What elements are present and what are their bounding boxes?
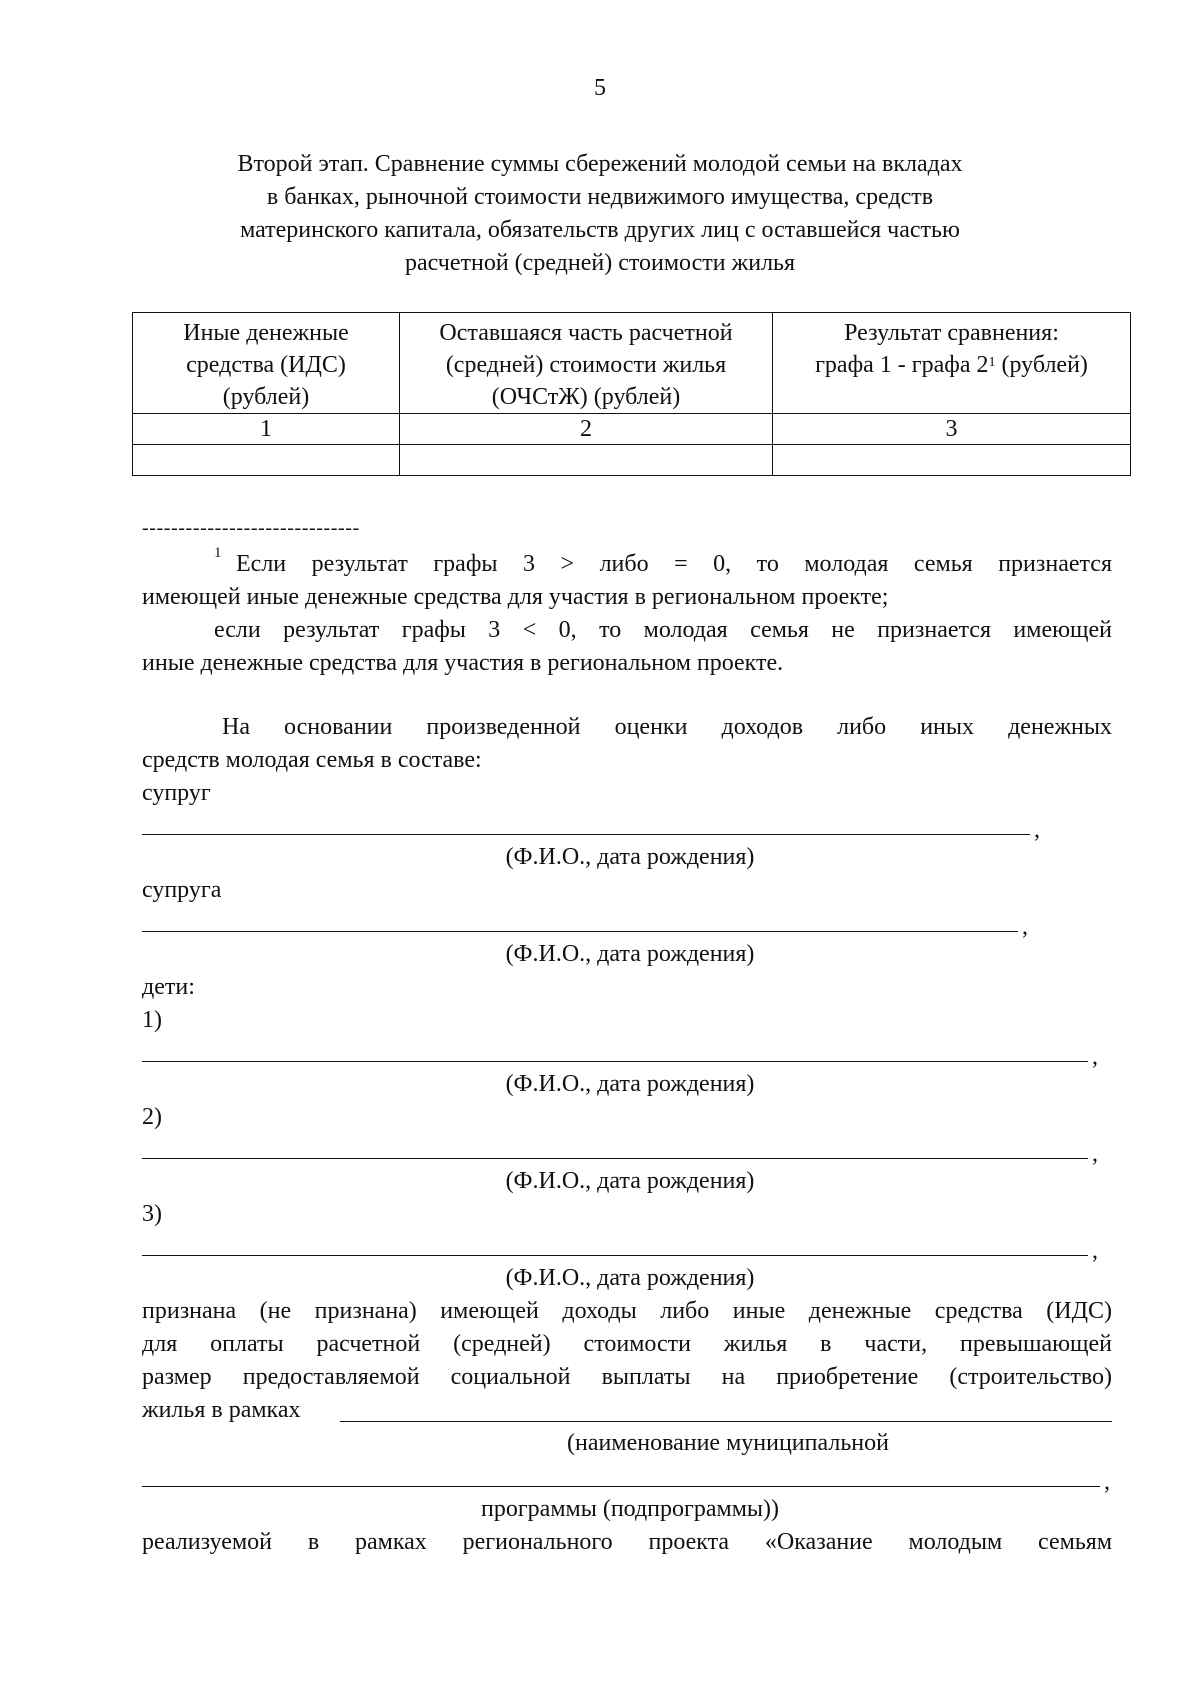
comma: , xyxy=(1034,817,1040,843)
fio-caption: (Ф.И.О., дата рождения) xyxy=(505,1071,755,1097)
heading-line-4: расчетной (средней) стоимости жилья xyxy=(404,250,796,276)
empty-cell xyxy=(773,445,1131,476)
header-cell-result xyxy=(773,313,1131,414)
child-number: 1) xyxy=(142,1007,162,1033)
fio-caption: (Ф.И.О., дата рождения) xyxy=(505,844,755,870)
column-number: 3 xyxy=(773,414,1131,445)
column-number: 2 xyxy=(400,414,773,445)
table-number-row xyxy=(133,414,1131,445)
spouse-f-fio-line[interactable] xyxy=(142,931,1018,932)
child-1-fio-line[interactable] xyxy=(142,1061,1088,1062)
header-text-with-footnote xyxy=(779,349,1124,381)
empty-cell xyxy=(400,445,773,476)
spouse-f-label: супруга xyxy=(142,877,222,903)
intro-line-1: На основании произведенной оценки доходов либо иных денежных xyxy=(222,714,1112,740)
municipal-caption: (наименование муниципальной xyxy=(567,1430,889,1456)
empty-cell xyxy=(133,445,400,476)
children-label: дети: xyxy=(142,974,195,1000)
footnote-line-4: иные денежные средства для участия в региональном проекте. xyxy=(142,650,784,676)
conclusion-line-1: признана (не признана) имеющей доходы либо иные денежные средства (ИДС) xyxy=(142,1298,1112,1324)
header-text: графа 1 - графа 2 xyxy=(815,352,989,378)
header-text: Результат сравнения: xyxy=(844,320,1059,346)
page-number: 5 xyxy=(594,75,606,101)
comma: , xyxy=(1022,914,1028,940)
child-2-fio-line[interactable] xyxy=(142,1158,1088,1159)
conclusion-line-4: жилья в рамках xyxy=(142,1397,301,1423)
heading-line-2: в банках, рыночной стоимости недвижимого имущества, средств xyxy=(266,184,934,210)
fio-caption: (Ф.И.О., дата рождения) xyxy=(505,1168,755,1194)
spouse-m-label: супруг xyxy=(142,780,211,806)
conclusion-line-2: для оплаты расчетной (средней) стоимости жилья в части, превышающей xyxy=(142,1331,1112,1357)
comma: , xyxy=(1092,1238,1098,1264)
footnote-reference: 1 xyxy=(988,355,996,370)
comma: , xyxy=(1092,1044,1098,1070)
fio-caption: (Ф.И.О., дата рождения) xyxy=(505,1265,755,1291)
column-number: 1 xyxy=(133,414,400,445)
final-line: реализуемой в рамках регионального проекта «Оказание молодым семьям xyxy=(142,1529,1112,1555)
spouse-m-fio-line[interactable] xyxy=(142,834,1030,835)
municipal-program-line[interactable] xyxy=(340,1421,1112,1422)
header-text: (рублей) xyxy=(1001,352,1088,378)
header-text: (рублей) xyxy=(222,384,310,410)
header-cell-ochstzh xyxy=(400,313,773,414)
header-text: Иные денежные xyxy=(183,320,349,346)
footnote-line-1: Если результат графы 3 > либо = 0, то молодая семья признается xyxy=(236,551,1112,577)
footnote-line-3: если результат графы 3 < 0, то молодая семья не признается имеющей xyxy=(214,617,1112,643)
table-header-row xyxy=(133,313,1131,414)
heading-line-3: материнского капитала, обязательств других лиц с оставшейся частью xyxy=(240,217,960,243)
footnote-marker: 1 xyxy=(214,545,222,561)
child-3-fio-line[interactable] xyxy=(142,1255,1088,1256)
comparison-table xyxy=(132,312,1131,476)
conclusion-line-3: размер предоставляемой социальной выплаты на приобретение (строительство) xyxy=(142,1364,1112,1390)
intro-line-2: средств молодая семья в составе: xyxy=(142,747,482,773)
comma: , xyxy=(1104,1469,1110,1495)
footnote-line-2: имеющей иные денежные средства для участия в региональном проекте; xyxy=(142,584,889,610)
program-caption: программы (подпрограммы)) xyxy=(480,1496,780,1522)
header-text: (средней) стоимости жилья xyxy=(445,352,727,378)
header-text: средства (ИДС) xyxy=(186,352,346,378)
header-text: Оставшаяся часть расчетной xyxy=(439,320,733,346)
comma: , xyxy=(1092,1141,1098,1167)
child-number: 3) xyxy=(142,1201,162,1227)
table-empty-row xyxy=(133,445,1131,476)
program-name-line[interactable] xyxy=(142,1486,1100,1487)
header-text: (ОЧСтЖ) (рублей) xyxy=(491,384,681,410)
child-number: 2) xyxy=(142,1104,162,1130)
footnote-separator: ------------------------------ xyxy=(142,517,360,539)
fio-caption: (Ф.И.О., дата рождения) xyxy=(505,941,755,967)
header-cell-ids xyxy=(133,313,400,414)
heading-line-1: Второй этап. Сравнение суммы сбережений молодой семьи на вкладах xyxy=(237,151,963,177)
